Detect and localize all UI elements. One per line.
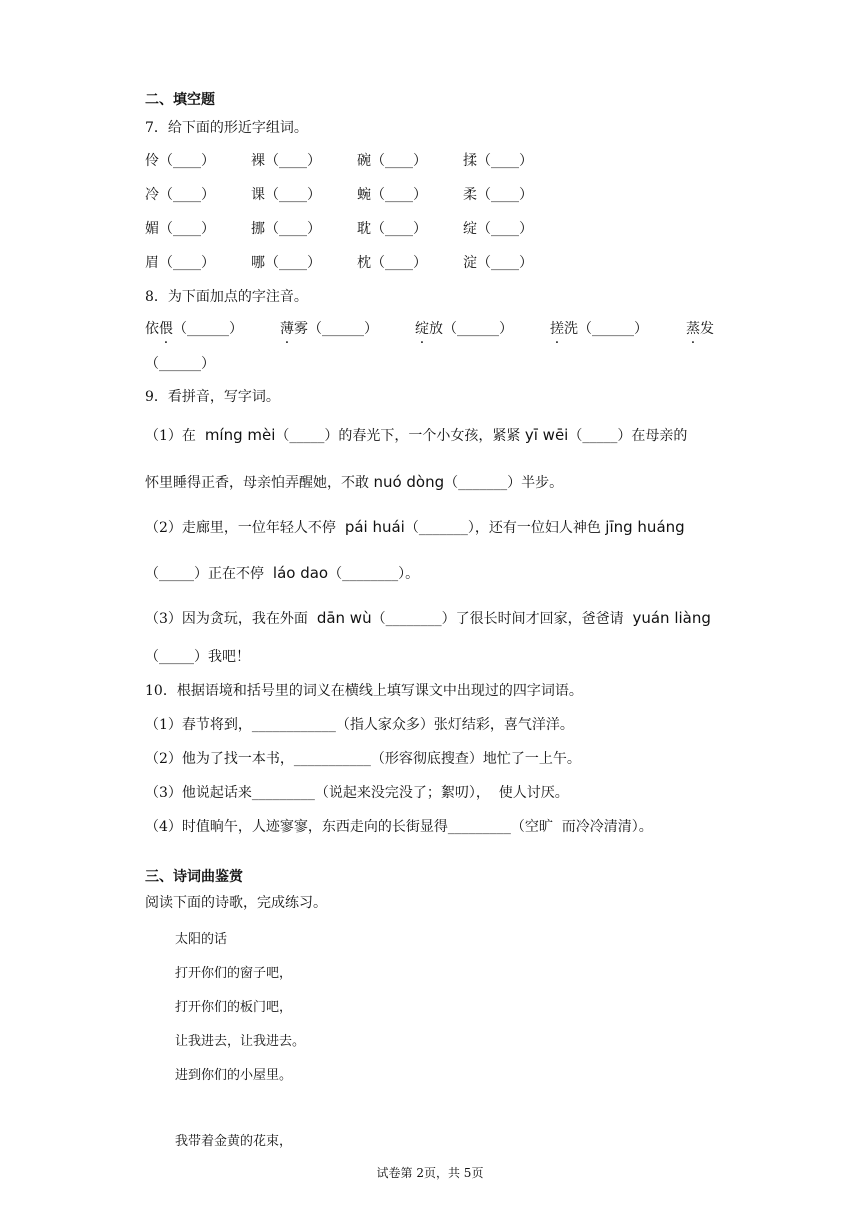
q7-cell: 媚（____） [145,221,215,237]
q8-wrap-blank: （______） [145,356,215,372]
q8-char: 依 [145,321,159,337]
q9-p1-line2 [145,472,563,493]
q7-cell: 哪（____） [251,255,321,271]
pinyin: yuán liàng [632,609,711,627]
q10-stem: 10．根据语境和括号里的词义在横线上填写课文中出现过的四字词语。 [145,683,583,699]
q7-cell: 耽（____） [357,221,427,237]
pinyin: pái huái [344,518,405,536]
q8-char: 放 [429,321,443,337]
q7-cell: 蜿（____） [357,187,427,203]
text: （_______）半步。 [444,475,564,491]
text: （________）。 [328,566,420,582]
poem-line: 让我进去，让我进去。 [175,1034,306,1049]
q7-cell: 淀（____） [463,255,533,271]
section-2-title: 二、填空题 [145,92,215,108]
q8-dotted-char: 绽 [415,321,429,337]
q8-stem: 8．为下面加点的字注音。 [145,289,308,305]
q7-cell: 课（____） [251,187,321,203]
q7-cell: 枕（____） [357,255,427,271]
text: （1）在 [145,428,205,444]
q7-cell: 裸（____） [251,153,321,169]
text: 怀里睡得正香，母亲怕弄醒她，不敢 [145,475,374,491]
text: （_______），还有一位妇人神色 [404,520,606,536]
q9-p3-line1 [145,608,711,629]
q9-p1-line1 [145,425,687,446]
poem-line: 打开你们的板门吧， [175,1000,293,1015]
text: （_____）的春光下，一个小女孩，紧紧 [275,428,525,444]
pinyin: láo dao [272,564,329,582]
q7-cell: 伶（____） [145,153,215,169]
pinyin: nuó dòng [373,473,445,491]
q7-cell: 揉（____） [463,153,533,169]
text: （________）了很长时间才回家，爸爸请 [371,611,633,627]
poem-line: 我带着金黄的花束， [175,1134,293,1149]
q8-blank: （______） [308,321,378,337]
q10-item: （4）时值晌午，人迹寥寥，东西走向的长街显得_________（空旷 而冷冷清清）。 [145,819,653,835]
q7-cell: 挪（____） [251,221,321,237]
q10-item: （1）春节将到，____________（指人家众多）张灯结彩，喜气洋洋。 [145,717,574,733]
text: （2）走廊里，一位年轻人不停 [145,520,345,536]
pinyin: dān wù [316,609,372,627]
q7-cell: 冷（____） [145,187,215,203]
q8-item [145,319,243,339]
q8-item [280,319,378,339]
q8-dotted-char: 搓 [550,321,564,337]
q8-item [415,319,513,339]
q8-blank: （______） [578,321,648,337]
pinyin: míng mèi [204,426,276,444]
text: （3）因为贪玩，我在外面 [145,611,317,627]
text: （_____）在母亲的 [568,428,688,444]
q8-dotted-char: 薄 [280,321,294,337]
q7-cell: 绽（____） [463,221,533,237]
q9-p2-line2 [145,563,419,584]
q8-char: 雾 [294,321,308,337]
q9-p2-line1 [145,517,685,538]
q8-blank: （______） [443,321,513,337]
q7-cell: 柔（____） [463,187,533,203]
q7-cell: 碗（____） [357,153,427,169]
q7-stem: 7．给下面的形近字组词。 [145,120,308,136]
pinyin: jīng huáng [605,518,685,536]
poem-line: 进到你们的小屋里。 [175,1068,293,1083]
q7-cell: 眉（____） [145,255,215,271]
q10-item: （2）他为了找一本书，___________（形容彻底搜查）地忙了一上午。 [145,751,581,767]
q8-char: 洗 [564,321,578,337]
section-3-intro: 阅读下面的诗歌，完成练习。 [145,895,327,911]
q10-item: （3）他说起话来_________（说起来没完没了；絮叨）， 使人讨厌。 [145,785,569,801]
poem-line: 打开你们的窗子吧， [175,966,293,981]
q8-dotted-char: 蒸 [686,321,700,337]
section-3-title: 三、诗词曲鉴赏 [145,869,243,885]
q8-item [686,319,714,339]
q9-stem: 9．看拼音，写字词。 [145,389,280,405]
q9-p3-line2: （_____）我吧！ [145,649,250,665]
q8-char: 发 [700,321,714,337]
q8-item [550,319,648,339]
page-footer: 试卷第 2页，共 5页 [376,1166,484,1180]
pinyin: yī wēi [524,426,569,444]
text: （_____）正在不停 [145,566,273,582]
q8-blank: （______） [173,321,243,337]
poem-title: 太阳的话 [175,932,228,947]
q8-dotted-char: 偎 [159,321,173,337]
